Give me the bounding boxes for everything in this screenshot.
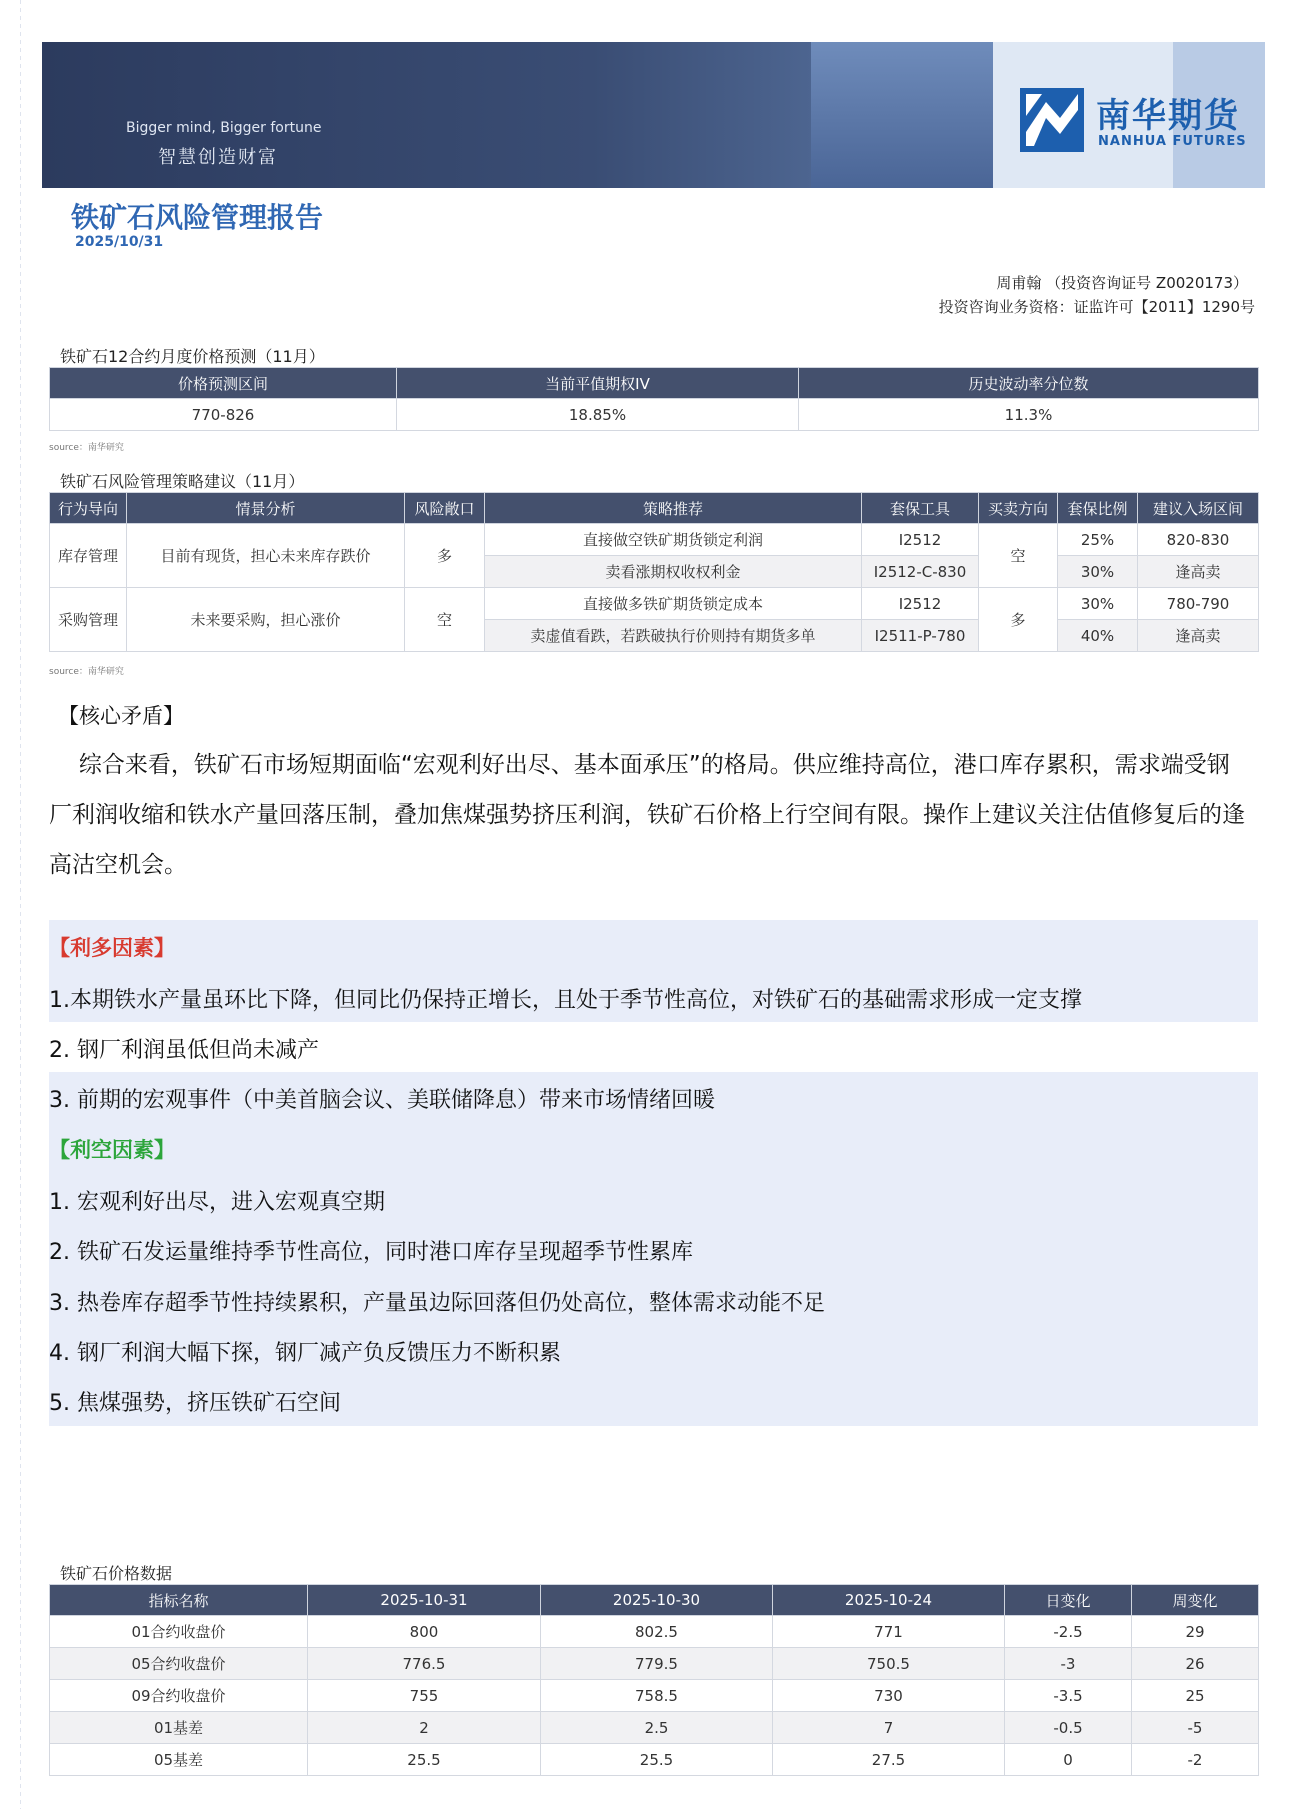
table-cell: -2 (1132, 1744, 1259, 1776)
report-title: 铁矿石风险管理报告 (71, 201, 324, 234)
bullish-heading: 【利多因素】 (49, 936, 175, 960)
direction-cell: 多 (979, 588, 1058, 652)
slogan-en: Bigger mind, Bigger fortune (126, 120, 322, 136)
slogan-cn: 智慧创造财富 (158, 147, 278, 168)
table-header: 指标名称 (50, 1585, 308, 1616)
bearish-item: 1. 宏观利好出尽，进入宏观真空期 (49, 1190, 385, 1215)
table-header: 2025-10-31 (308, 1585, 541, 1616)
table-cell: 730 (773, 1680, 1005, 1712)
tool-cell: I2512 (862, 588, 979, 620)
table-cell: 26 (1132, 1648, 1259, 1680)
price-table (49, 1584, 1259, 1776)
bearish-heading: 【利空因素】 (49, 1138, 175, 1162)
table-header: 2025-10-24 (773, 1585, 1005, 1616)
logo-text-en: NANHUA FUTURES (1098, 134, 1247, 149)
table-header: 日变化 (1005, 1585, 1132, 1616)
table-row (50, 1616, 1259, 1648)
bearish-item: 4. 钢厂利润大幅下探，钢厂减产负反馈压力不断积累 (49, 1341, 561, 1366)
table-cell: -2.5 (1005, 1616, 1132, 1648)
author-line: 周甫翰 （投资咨询证号 Z0020173） (996, 274, 1248, 292)
strategy-table-caption: 铁矿石风险管理策略建议（11月） (60, 472, 305, 491)
tool-cell: I2512-C-830 (862, 556, 979, 588)
table-row (50, 1712, 1259, 1744)
table-cell: 05合约收盘价 (50, 1648, 308, 1680)
table-cell: 01合约收盘价 (50, 1616, 308, 1648)
bearish-item: 5. 焦煤强势，挤压铁矿石空间 (49, 1391, 341, 1416)
source-note: source：南华研究 (49, 443, 124, 453)
range-cell: 逢高卖 (1138, 620, 1259, 652)
page-margin-guide (20, 0, 21, 1809)
table-cell: -5 (1132, 1712, 1259, 1744)
nanhua-logo (1020, 86, 1260, 156)
table-cell: -3.5 (1005, 1680, 1132, 1712)
bullish-item: 2. 钢厂利润虽低但尚未减产 (49, 1038, 319, 1063)
core-paragraph: 综合来看，铁矿石市场短期面临“宏观利好出尽、基本面承压”的格局。供应维持高位，港口库存累积，需求端受钢厂利润收缩和铁水产量回落压制，叠加焦煤强势挤压利润，铁矿石价格上行空间有限。操作上建议关注估值修复后的逢高沽空机会。 (49, 752, 1245, 878)
strategy-cell: 卖看涨期权收权利金 (485, 556, 862, 588)
strategy-cell: 直接做多铁矿期货锁定成本 (485, 588, 862, 620)
table-header: 风险敞口 (405, 493, 485, 524)
table-cell: 755 (308, 1680, 541, 1712)
table-row (50, 588, 1259, 620)
exposure-cell: 多 (405, 524, 485, 588)
table-cell: 758.5 (541, 1680, 773, 1712)
table-cell: 18.85% (397, 399, 799, 431)
ratio-cell: 40% (1058, 620, 1138, 652)
table-cell: -3 (1005, 1648, 1132, 1680)
table-header: 历史波动率分位数 (799, 368, 1259, 399)
table-cell: 779.5 (541, 1648, 773, 1680)
price-table-caption: 铁矿石价格数据 (60, 1564, 173, 1583)
table-cell: 770-826 (50, 399, 397, 431)
logo-text-cn: 南华期货 (1096, 96, 1240, 136)
table-cell: 800 (308, 1616, 541, 1648)
orientation-cell: 采购管理 (50, 588, 127, 652)
strategy-cell: 直接做空铁矿期货锁定利润 (485, 524, 862, 556)
table-cell: 25.5 (541, 1744, 773, 1776)
table-header: 套保比例 (1058, 493, 1138, 524)
scenario-cell: 未来要采购，担心涨价 (127, 588, 405, 652)
bearish-item: 2. 铁矿石发运量维持季节性高位，同时港口库存呈现超季节性累库 (49, 1240, 693, 1265)
forecast-table (49, 367, 1259, 431)
table-header: 策略推荐 (485, 493, 862, 524)
table-cell: 29 (1132, 1616, 1259, 1648)
table-cell: 2 (308, 1712, 541, 1744)
table-row (50, 1648, 1259, 1680)
table-row (50, 524, 1259, 556)
table-header: 情景分析 (127, 493, 405, 524)
table-cell: -0.5 (1005, 1712, 1132, 1744)
table-cell: 09合约收盘价 (50, 1680, 308, 1712)
table-row (50, 1744, 1259, 1776)
strategy-cell: 卖虚值看跌，若跌破执行价则持有期货多单 (485, 620, 862, 652)
tool-cell: I2511-P-780 (862, 620, 979, 652)
qualification-line: 投资咨询业务资格：证监许可【2011】1290号 (938, 298, 1255, 316)
table-cell: 25.5 (308, 1744, 541, 1776)
table-cell: 05基差 (50, 1744, 308, 1776)
table-header: 周变化 (1132, 1585, 1259, 1616)
bullish-item: 1.本期铁水产量虽环比下降，但同比仍保持正增长，且处于季节性高位，对铁矿石的基础需求形成一定支撑 (49, 988, 1082, 1013)
nanhua-logo-icon (1020, 88, 1084, 152)
table-header: 行为导向 (50, 493, 127, 524)
table-header: 2025-10-30 (541, 1585, 773, 1616)
report-date: 2025/10/31 (75, 234, 164, 250)
strategy-table (49, 492, 1259, 652)
range-cell: 780-790 (1138, 588, 1259, 620)
range-cell: 820-830 (1138, 524, 1259, 556)
table-header: 套保工具 (862, 493, 979, 524)
core-heading: 【核心矛盾】 (58, 704, 184, 728)
table-cell: 25 (1132, 1680, 1259, 1712)
table-cell: 11.3% (799, 399, 1259, 431)
ratio-cell: 25% (1058, 524, 1138, 556)
banner-band (811, 42, 993, 188)
table-header: 买卖方向 (979, 493, 1058, 524)
forecast-table-caption: 铁矿石12合约月度价格预测（11月） (60, 347, 325, 366)
table-header: 建议入场区间 (1138, 493, 1259, 524)
table-cell: 750.5 (773, 1648, 1005, 1680)
bearish-item: 3. 热卷库存超季节性持续累积，产量虽边际回落但仍处高位，整体需求动能不足 (49, 1291, 825, 1316)
scenario-cell: 目前有现货，担心未来库存跌价 (127, 524, 405, 588)
table-cell: 771 (773, 1616, 1005, 1648)
bullish-item: 3. 前期的宏观事件（中美首脑会议、美联储降息）带来市场情绪回暖 (49, 1088, 715, 1113)
range-cell: 逢高卖 (1138, 556, 1259, 588)
table-cell: 0 (1005, 1744, 1132, 1776)
ratio-cell: 30% (1058, 556, 1138, 588)
tool-cell: I2512 (862, 524, 979, 556)
table-cell: 776.5 (308, 1648, 541, 1680)
table-cell: 2.5 (541, 1712, 773, 1744)
table-cell: 01基差 (50, 1712, 308, 1744)
table-header: 价格预测区间 (50, 368, 397, 399)
source-note: source：南华研究 (49, 667, 124, 677)
table-cell: 802.5 (541, 1616, 773, 1648)
exposure-cell: 空 (405, 588, 485, 652)
table-header: 当前平值期权IV (397, 368, 799, 399)
orientation-cell: 库存管理 (50, 524, 127, 588)
table-cell: 27.5 (773, 1744, 1005, 1776)
table-row (50, 1680, 1259, 1712)
header-banner (42, 42, 1265, 188)
ratio-cell: 30% (1058, 588, 1138, 620)
direction-cell: 空 (979, 524, 1058, 588)
table-cell: 7 (773, 1712, 1005, 1744)
